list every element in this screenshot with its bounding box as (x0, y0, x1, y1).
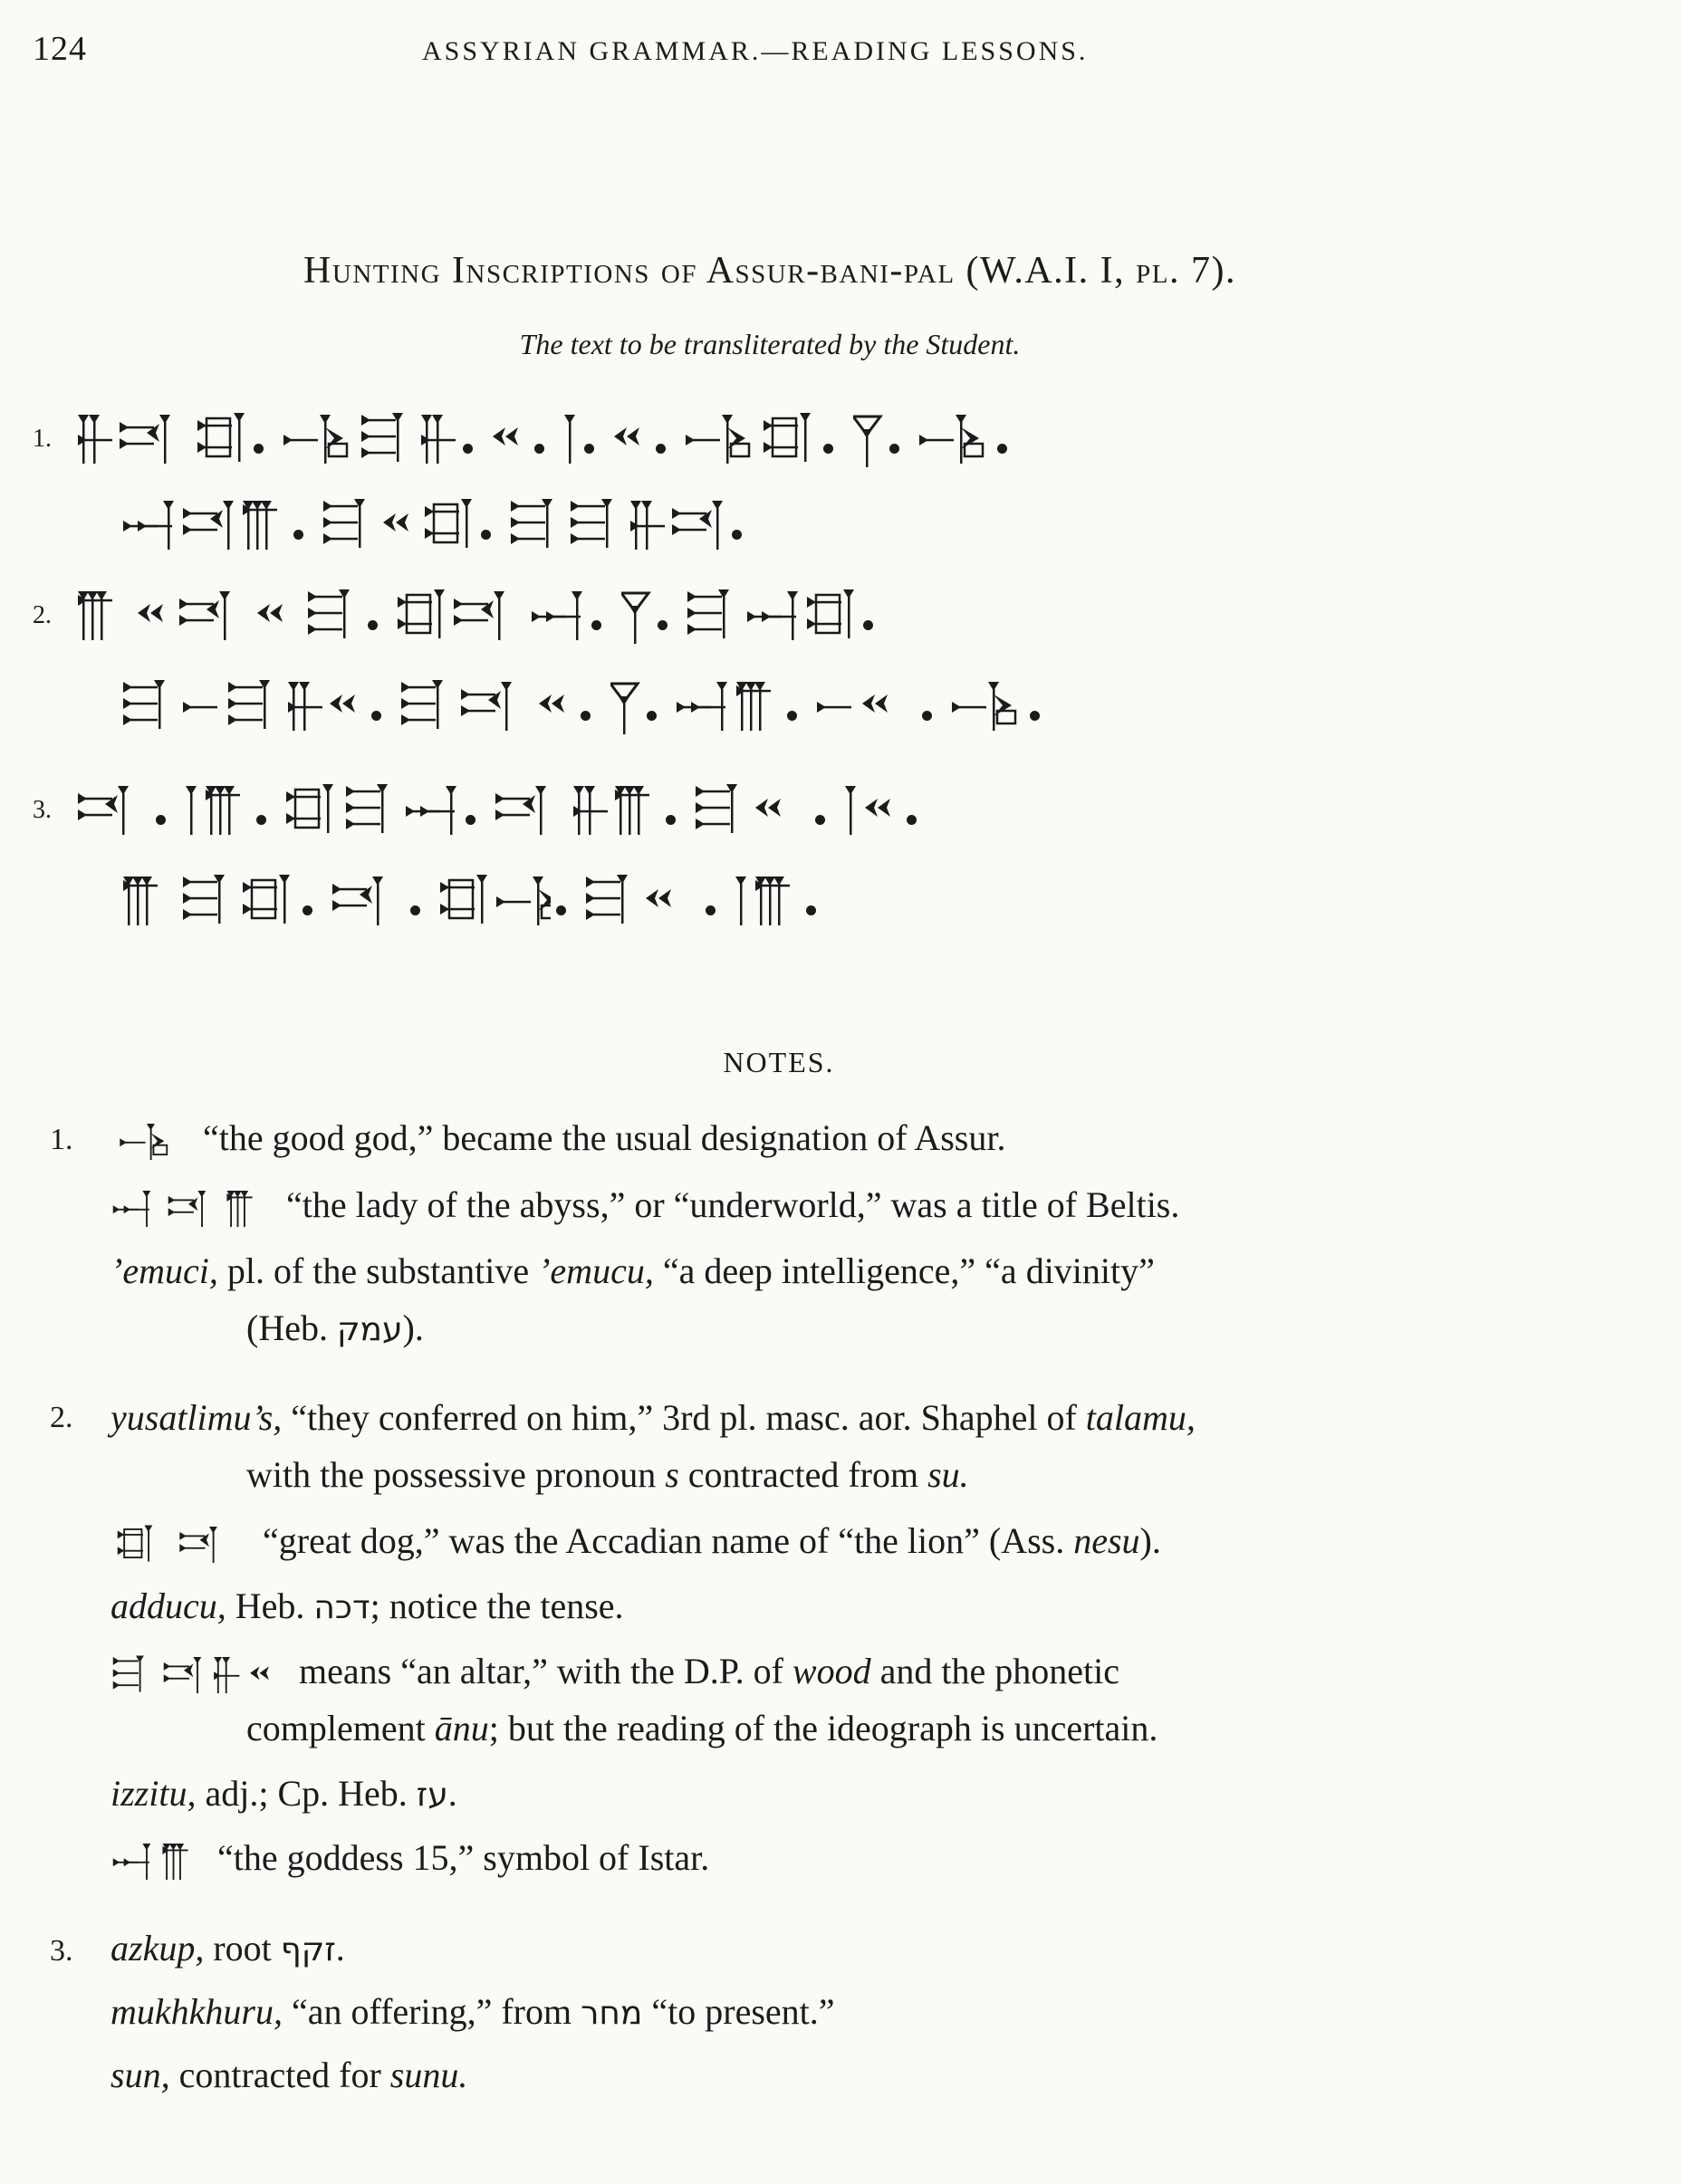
word-divider (889, 444, 899, 454)
cuneiform-sign (461, 678, 533, 734)
cuneiform-signs (78, 588, 893, 644)
hebrew-word: עמק (336, 1311, 403, 1348)
note-line (110, 1519, 1161, 1566)
note-text: “the goddess 15,” symbol of Istar. (217, 1837, 710, 1878)
cuneiform-sign (361, 411, 416, 467)
cuneiform-sign (496, 873, 551, 929)
note-text: with the possessive pronoun (246, 1454, 666, 1495)
word-divider (706, 905, 716, 915)
cuneiform-sign (243, 873, 297, 929)
note-term: s (665, 1454, 679, 1495)
word-divider (907, 815, 917, 825)
cuneiform-sign (406, 782, 460, 838)
word-divider (556, 905, 566, 915)
cuneiform-signs (78, 782, 937, 838)
word-divider (584, 444, 594, 454)
cuneiform-inline (110, 1841, 203, 1882)
cuneiform-sign (735, 873, 750, 929)
note-text: (Heb. (246, 1308, 337, 1348)
line-number: 3. (33, 796, 52, 824)
cuneiform-sign (197, 411, 248, 467)
cuneiform-sign (206, 782, 251, 838)
cuneiform-sign (532, 588, 586, 644)
cuneiform-sign (764, 411, 818, 467)
cuneiform-sign (330, 678, 366, 734)
word-divider (863, 620, 873, 630)
cuneiform-sign (212, 1654, 243, 1696)
note-line (246, 1707, 1157, 1750)
word-divider (787, 711, 797, 721)
word-divider (463, 444, 473, 454)
cuneiform-sign (120, 411, 192, 467)
cuneiform-sign (421, 411, 457, 467)
cuneiform-sign (183, 873, 237, 929)
cuneiform-sign (845, 782, 860, 838)
note-text: contracted from (678, 1454, 928, 1495)
cuneiform-sign (677, 678, 731, 734)
cuneiform-sign (243, 497, 288, 553)
cuneiform-line-2 (33, 580, 893, 652)
cuneiform-inline (110, 1524, 248, 1566)
note-text: “great dog,” was the Accadian name of “the lion” (Ass. (263, 1520, 1074, 1561)
running-title: ASSYRIAN GRAMMAR.—READING LESSONS. (422, 36, 1089, 66)
note-term: sunu. (389, 2055, 468, 2095)
note-number: 2. (50, 1401, 73, 1434)
cuneiform-sign (288, 678, 324, 734)
word-divider (368, 620, 378, 630)
word-divider (481, 530, 491, 540)
note-term: sun, (110, 2055, 170, 2095)
note-term: yusatlimu’s, (110, 1397, 283, 1438)
cuneiform-sign (257, 588, 303, 644)
cuneiform-sign (283, 411, 356, 467)
cuneiform-sign (495, 782, 568, 838)
word-divider (156, 815, 166, 825)
page-number: 124 (33, 30, 87, 68)
cuneiform-sign (564, 411, 579, 467)
note-line (110, 1836, 709, 1882)
cuneiform-sign (179, 588, 252, 644)
note-text: “they conferred on him,” 3rd pl. masc. aor. Shaphel of (282, 1397, 1086, 1438)
cuneiform-sign (186, 782, 200, 838)
note-text: “to present.” (642, 1991, 835, 2032)
note-text: ; notice the tense. (370, 1585, 624, 1626)
cuneiform-signs (123, 678, 1060, 734)
note-term: mukhkhuru, (110, 1991, 283, 2032)
note-text: ; but the reading of the ideograph is uncertain. (488, 1708, 1158, 1748)
word-divider (823, 444, 833, 454)
cuneiform-sign (110, 1188, 156, 1230)
cuneiform-line-2b (33, 670, 1060, 742)
note-term: azkup, (110, 1928, 205, 1968)
word-divider (666, 815, 676, 825)
cuneiform-sign (747, 588, 802, 644)
word-divider (656, 444, 666, 454)
cuneiform-sign (183, 678, 223, 734)
note-text: root (204, 1928, 281, 1968)
cuneiform-sign (862, 678, 917, 734)
cuneiform-sign (646, 873, 700, 929)
cuneiform-sign (78, 588, 132, 644)
note-text: ). (1139, 1520, 1161, 1561)
word-divider (922, 711, 932, 721)
cuneiform-sign (573, 782, 610, 838)
word-divider (997, 444, 1007, 454)
cuneiform-sign (511, 497, 565, 553)
cuneiform-sign (440, 873, 491, 929)
cuneiform-sign (183, 497, 237, 553)
word-divider (410, 905, 420, 915)
note-text: “the lady of the abyss,” or “underworld,” was a title of Beltis. (286, 1184, 1180, 1225)
note-line (110, 1396, 1196, 1440)
cuneiform-sign (853, 411, 884, 467)
word-divider (658, 620, 668, 630)
word-divider (647, 711, 657, 721)
cuneiform-sign (807, 588, 858, 644)
note-term: wood (792, 1651, 871, 1691)
cuneiform-inline (110, 1188, 272, 1230)
hebrew-word: עז (416, 1777, 448, 1814)
word-divider (815, 815, 825, 825)
cuneiform-signs (123, 497, 762, 553)
cuneiform-sign (817, 678, 857, 734)
word-divider (732, 530, 742, 540)
word-divider (293, 530, 303, 540)
note-term: ’emucu, (538, 1250, 654, 1291)
cuneiform-sign (248, 1654, 279, 1696)
cuneiform-sign (401, 678, 456, 734)
cuneiform-sign (138, 588, 174, 644)
word-divider (303, 905, 312, 915)
cuneiform-sign (493, 411, 529, 467)
cuneiform-sign (346, 782, 400, 838)
cuneiform-sign (110, 1524, 165, 1566)
word-divider (256, 815, 266, 825)
word-divider (806, 905, 816, 915)
note-term: talamu, (1085, 1397, 1196, 1438)
cuneiform-line-3b (33, 865, 836, 937)
note-term: ’emuci, (110, 1250, 218, 1291)
note-number: 3. (50, 1934, 73, 1968)
cuneiform-sign (398, 588, 448, 644)
cuneiform-sign (161, 1188, 216, 1230)
cuneiform-sign (332, 873, 405, 929)
cuneiform-signs (123, 873, 836, 929)
word-divider (581, 711, 591, 721)
cuneiform-sign (687, 588, 742, 644)
cuneiform-sign (78, 782, 150, 838)
cuneiform-sign (78, 411, 114, 467)
word-divider (591, 620, 601, 630)
cuneiform-sign (383, 497, 419, 553)
word-divider (534, 444, 544, 454)
cuneiform-line-3 (33, 774, 937, 847)
note-text: “the good god,” became the usual designation of Assur. (203, 1117, 1006, 1158)
cuneiform-sign (286, 782, 341, 838)
note-text: Heb. (226, 1585, 314, 1626)
note-line (110, 1650, 1119, 1696)
hebrew-word: זקף (280, 1931, 336, 1968)
cuneiform-sign (672, 497, 726, 553)
cuneiform-sign (110, 1654, 156, 1696)
note-text: contracted for (169, 2055, 390, 2095)
note-text: complement (246, 1708, 435, 1748)
running-header (33, 29, 1165, 74)
cuneiform-inline (110, 1654, 284, 1696)
hebrew-word: מחר (581, 1995, 643, 2032)
note-term: izzitu, (110, 1773, 197, 1814)
cuneiform-sign (865, 782, 901, 838)
line-number: 1. (33, 425, 52, 453)
notes-heading: NOTES. (723, 1046, 835, 1078)
note-text: ). (402, 1308, 424, 1348)
cuneiform-sign (228, 678, 283, 734)
section-title: Hunting Inscriptions of Assur-bani-pal (W.A.I. I, pl. 7). (303, 250, 1236, 292)
cuneiform-signs (78, 411, 1027, 467)
note-line (110, 1183, 1179, 1230)
cuneiform-sign (170, 1524, 243, 1566)
note-line (110, 1116, 1005, 1163)
cuneiform-sign (110, 1121, 183, 1163)
note-line (110, 1250, 1155, 1293)
cuneiform-sign (755, 873, 801, 929)
cuneiform-sign (425, 497, 475, 553)
cuneiform-sign (621, 588, 652, 644)
cuneiform-sign (615, 782, 660, 838)
cuneiform-sign (610, 678, 641, 734)
note-text: adj.; Cp. Heb. (196, 1773, 417, 1814)
note-text: “a deep intelligence,” “a divinity” (653, 1250, 1155, 1291)
note-text: . (447, 1773, 457, 1814)
cuneiform-sign (161, 1654, 207, 1696)
cuneiform-sign (123, 497, 178, 553)
note-text: “an offering,” from (282, 1991, 581, 2032)
cuneiform-sign (755, 782, 810, 838)
cuneiform-sign (571, 497, 625, 553)
note-term: adducu, (110, 1585, 226, 1626)
line-number: 2. (33, 601, 52, 629)
cuneiform-sign (586, 873, 640, 929)
hebrew-word: דכה (313, 1589, 370, 1626)
cuneiform-sign (221, 1188, 266, 1230)
cuneiform-sign (919, 411, 992, 467)
cuneiform-sign (630, 497, 667, 553)
cuneiform-sign (110, 1841, 156, 1882)
cuneiform-sign (454, 588, 526, 644)
section-subtitle: The text to be transliterated by the Student. (519, 328, 1021, 360)
word-divider (466, 815, 475, 825)
note-line (110, 1585, 624, 1630)
word-divider (371, 711, 381, 721)
note-number: 1. (50, 1123, 73, 1156)
cuneiform-sign (686, 411, 758, 467)
note-text: . (335, 1928, 345, 1968)
cuneiform-sign (736, 678, 782, 734)
note-text: and the phonetic (870, 1651, 1119, 1691)
word-divider (254, 444, 264, 454)
cuneiform-sign (696, 782, 750, 838)
cuneiform-sign (614, 411, 650, 467)
cuneiform-sign (123, 678, 178, 734)
cuneiform-line-1b (33, 489, 762, 561)
note-term: nesu (1073, 1520, 1140, 1561)
note-line (110, 2054, 467, 2097)
cuneiform-sign (308, 588, 362, 644)
cuneiform-line-1 (33, 403, 1027, 475)
note-line (246, 1307, 424, 1352)
cuneiform-sign (539, 678, 575, 734)
note-line (110, 1772, 457, 1817)
cuneiform-sign (323, 497, 378, 553)
note-text: pl. of the substantive (217, 1250, 539, 1291)
note-text: means “an altar,” with the D.P. of (299, 1651, 792, 1691)
note-term: su. (927, 1454, 969, 1495)
note-line (110, 1927, 345, 1972)
note-line (246, 1453, 969, 1497)
cuneiform-sign (123, 873, 178, 929)
cuneiform-sign (161, 1841, 197, 1882)
cuneiform-sign (952, 678, 1024, 734)
note-term: ānu (434, 1708, 489, 1748)
word-divider (1030, 711, 1040, 721)
note-line (110, 1990, 835, 2036)
cuneiform-inline (110, 1121, 188, 1163)
